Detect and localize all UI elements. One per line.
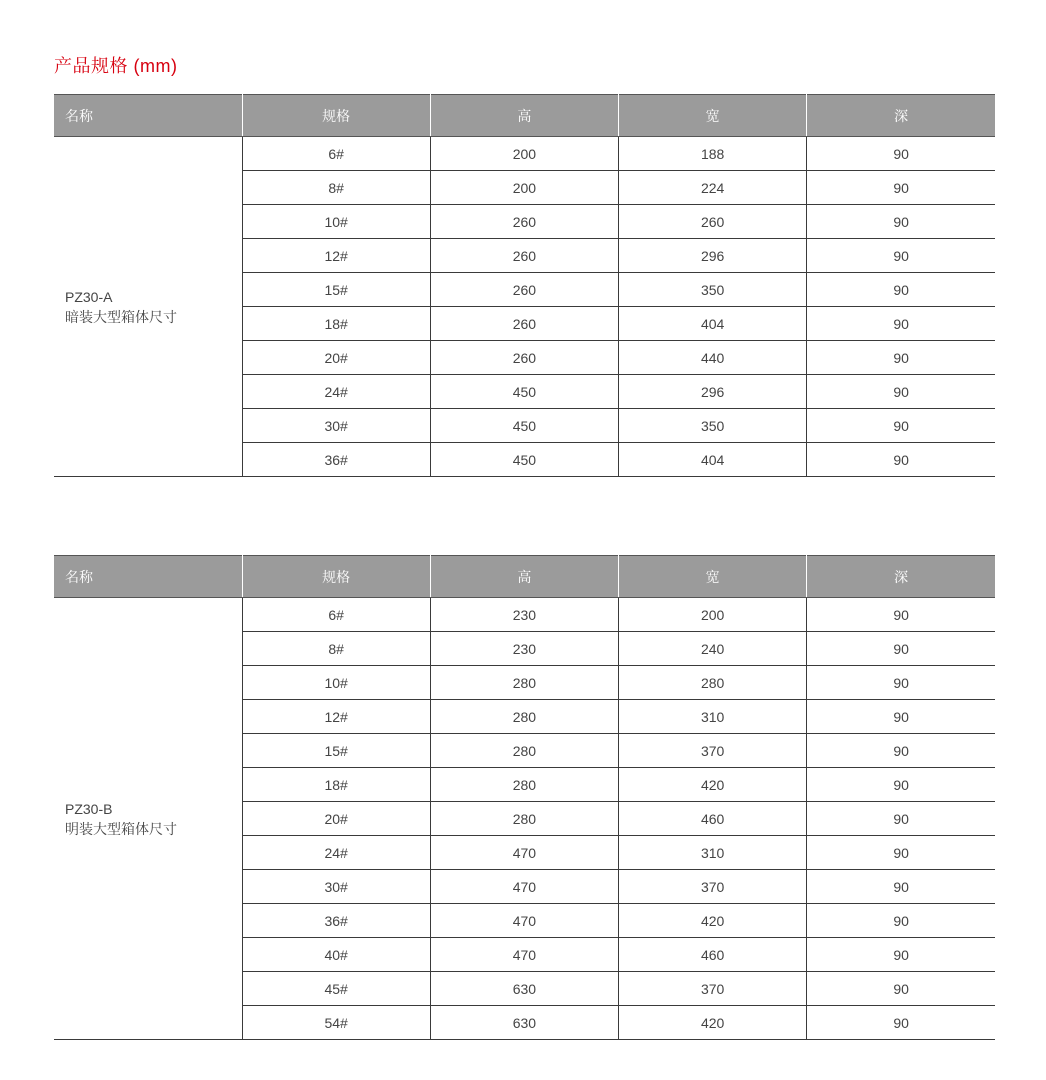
- cell-height: 280: [430, 700, 618, 734]
- cell-spec: 30#: [242, 870, 430, 904]
- header-height: 高: [430, 95, 618, 137]
- table-header-row: [54, 95, 995, 137]
- cell-height: 470: [430, 870, 618, 904]
- cell-spec: 18#: [242, 768, 430, 802]
- cell-spec: 10#: [242, 666, 430, 700]
- cell-width: 296: [619, 239, 807, 273]
- cell-width: 460: [619, 938, 807, 972]
- cell-width: 280: [619, 666, 807, 700]
- cell-depth: 90: [807, 598, 995, 632]
- product-description: 暗装大型箱体尺寸: [65, 308, 177, 325]
- cell-depth: 90: [807, 1006, 995, 1040]
- cell-height: 200: [430, 171, 618, 205]
- cell-width: 350: [619, 273, 807, 307]
- cell-spec: 36#: [242, 904, 430, 938]
- product-model: PZ30-A: [65, 288, 113, 305]
- cell-height: 280: [430, 734, 618, 768]
- cell-spec: 36#: [242, 443, 430, 477]
- cell-depth: 90: [807, 938, 995, 972]
- cell-height: 230: [430, 632, 618, 666]
- cell-spec: 30#: [242, 409, 430, 443]
- cell-spec: 6#: [242, 137, 430, 171]
- cell-width: 420: [619, 768, 807, 802]
- header-name: 名称: [54, 556, 242, 598]
- cell-spec: 15#: [242, 273, 430, 307]
- cell-depth: 90: [807, 972, 995, 1006]
- product-model: PZ30-B: [65, 800, 113, 817]
- header-width: 宽: [619, 556, 807, 598]
- cell-width: 440: [619, 341, 807, 375]
- cell-width: 240: [619, 632, 807, 666]
- cell-width: 460: [619, 802, 807, 836]
- cell-width: 404: [619, 443, 807, 477]
- cell-depth: 90: [807, 205, 995, 239]
- cell-depth: 90: [807, 632, 995, 666]
- spec-table-pz30-b: [54, 555, 995, 1040]
- cell-width: 310: [619, 700, 807, 734]
- cell-depth: 90: [807, 734, 995, 768]
- cell-height: 450: [430, 409, 618, 443]
- cell-width: 296: [619, 375, 807, 409]
- cell-depth: 90: [807, 870, 995, 904]
- cell-spec: 54#: [242, 1006, 430, 1040]
- cell-spec: 12#: [242, 239, 430, 273]
- cell-depth: 90: [807, 904, 995, 938]
- cell-height: 450: [430, 443, 618, 477]
- cell-spec: 12#: [242, 700, 430, 734]
- cell-depth: 90: [807, 307, 995, 341]
- cell-height: 630: [430, 1006, 618, 1040]
- cell-width: 200: [619, 598, 807, 632]
- cell-spec: 6#: [242, 598, 430, 632]
- cell-height: 260: [430, 341, 618, 375]
- cell-depth: 90: [807, 700, 995, 734]
- cell-width: 310: [619, 836, 807, 870]
- header-width: 宽: [619, 95, 807, 137]
- cell-spec: 24#: [242, 836, 430, 870]
- cell-height: 470: [430, 938, 618, 972]
- page-title: 产品规格 (mm): [54, 56, 178, 76]
- cell-spec: 20#: [242, 341, 430, 375]
- cell-width: 420: [619, 1006, 807, 1040]
- cell-depth: 90: [807, 409, 995, 443]
- cell-width: 350: [619, 409, 807, 443]
- cell-depth: 90: [807, 137, 995, 171]
- cell-spec: 18#: [242, 307, 430, 341]
- cell-spec: 20#: [242, 802, 430, 836]
- cell-height: 630: [430, 972, 618, 1006]
- cell-depth: 90: [807, 443, 995, 477]
- header-spec: 规格: [242, 95, 430, 137]
- cell-depth: 90: [807, 666, 995, 700]
- cell-depth: 90: [807, 273, 995, 307]
- cell-height: 280: [430, 666, 618, 700]
- cell-width: 188: [619, 137, 807, 171]
- cell-width: 370: [619, 734, 807, 768]
- cell-spec: 40#: [242, 938, 430, 972]
- table-row: [54, 137, 995, 171]
- cell-height: 470: [430, 836, 618, 870]
- spec-table-pz30-a: [54, 94, 995, 477]
- cell-spec: 8#: [242, 632, 430, 666]
- cell-depth: 90: [807, 239, 995, 273]
- header-depth: 深: [807, 95, 995, 137]
- cell-depth: 90: [807, 375, 995, 409]
- cell-width: 224: [619, 171, 807, 205]
- cell-width: 420: [619, 904, 807, 938]
- cell-spec: 24#: [242, 375, 430, 409]
- cell-depth: 90: [807, 341, 995, 375]
- cell-height: 260: [430, 307, 618, 341]
- product-name-cell: [54, 598, 242, 1040]
- cell-height: 280: [430, 802, 618, 836]
- product-description: 明装大型箱体尺寸: [65, 820, 177, 837]
- cell-width: 404: [619, 307, 807, 341]
- cell-width: 260: [619, 205, 807, 239]
- cell-spec: 15#: [242, 734, 430, 768]
- cell-depth: 90: [807, 768, 995, 802]
- table-row: [54, 598, 995, 632]
- cell-width: 370: [619, 870, 807, 904]
- cell-spec: 8#: [242, 171, 430, 205]
- cell-spec: 10#: [242, 205, 430, 239]
- cell-height: 470: [430, 904, 618, 938]
- cell-height: 450: [430, 375, 618, 409]
- cell-height: 200: [430, 137, 618, 171]
- cell-height: 260: [430, 205, 618, 239]
- cell-spec: 45#: [242, 972, 430, 1006]
- cell-height: 230: [430, 598, 618, 632]
- cell-width: 370: [619, 972, 807, 1006]
- cell-depth: 90: [807, 171, 995, 205]
- cell-depth: 90: [807, 836, 995, 870]
- cell-height: 260: [430, 273, 618, 307]
- cell-depth: 90: [807, 802, 995, 836]
- header-spec: 规格: [242, 556, 430, 598]
- product-name-cell: [54, 137, 242, 477]
- header-depth: 深: [807, 556, 995, 598]
- header-height: 高: [430, 556, 618, 598]
- table-header-row: [54, 556, 995, 598]
- cell-height: 280: [430, 768, 618, 802]
- header-name: 名称: [54, 95, 242, 137]
- cell-height: 260: [430, 239, 618, 273]
